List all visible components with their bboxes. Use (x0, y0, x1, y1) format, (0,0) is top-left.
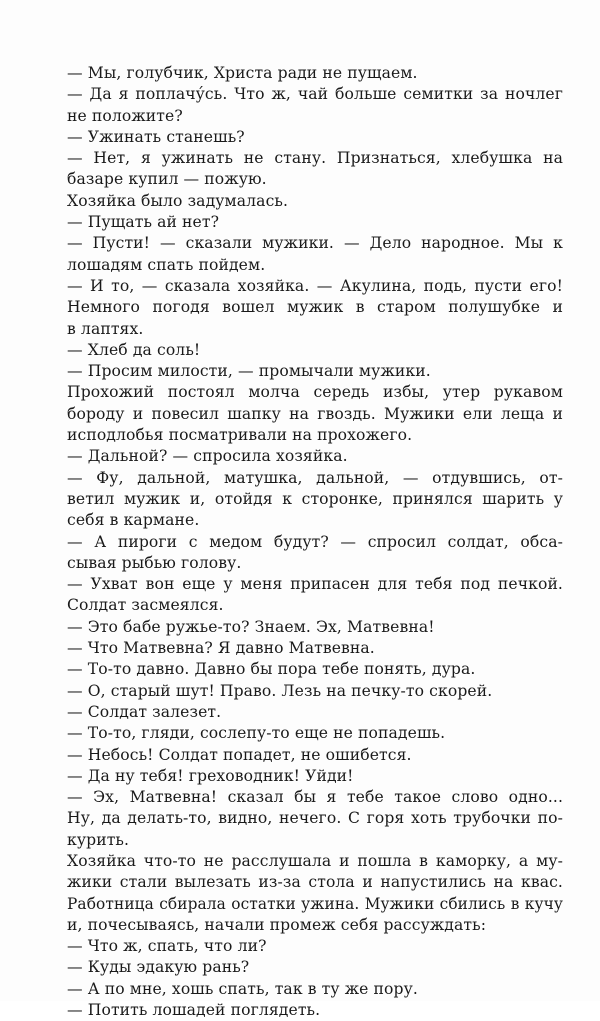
text-line: — То-то, гляди, сослепу-то еще не попадешь. (67, 724, 446, 743)
text-line: — А пироги с медом будут? — спросил солдат, обса- (67, 532, 563, 551)
text-line: Немного погодя вошел мужик в старом полушубке и (67, 298, 563, 317)
text-line: — Просим милости, — промычали мужики. (67, 362, 431, 381)
text-line: исподлобья посматривали на прохожего. (67, 426, 413, 445)
text-line: — Это бабе ружье-то? Знаем. Эх, Матвевна! (67, 617, 435, 636)
text-line: базаре купил — пожую. (67, 170, 267, 189)
text-line: лошадям спать пойдем. (67, 255, 266, 274)
text-line: не положите? (67, 106, 183, 125)
text-line: Прохожий постоял молча середь избы, утер рукавом (67, 383, 563, 402)
text-line: — Хлеб да соль! (67, 340, 201, 359)
text-line: — Да я поплачу́сь. Что ж, чай больше семитки за ночлег (67, 85, 563, 104)
text-line: — Нет, я ужинать не стану. Признаться, хлебушка на (67, 149, 563, 168)
text-line: — Пусти! — сказали мужики. — Дело народное. Мы к (67, 234, 563, 253)
text-line: — Дальной? — спросила хозяйка. (67, 447, 348, 466)
text-line: — О, старый шут! Право. Лезь на печку-то скорей. (67, 681, 493, 700)
text-line: жики стали вылезать из-за стола и напустились на квас. (67, 873, 563, 892)
text-line: Работница сбирала остатки ужина. Мужики сбились в кучу (67, 894, 563, 913)
text-line: — Да ну тебя! греховодник! Уйди! (67, 766, 354, 785)
page-text (67, 63, 563, 1021)
text-line: ветил мужик и, отойдя к сторонке, принялся шарить у (67, 489, 563, 508)
text-line: — Что ж, спать, что ли? (67, 937, 267, 956)
text-line: Хозяйка что-то не расслушала и пошла в каморку, а му- (67, 851, 563, 870)
text-line: — Эх, Матвевна! сказал бы я тебе такое слово одно... (67, 788, 563, 807)
text-line: и, почесываясь, начали промеж себя рассуждать: (67, 915, 487, 934)
text-line: бороду и повесил шапку на гвоздь. Мужики ели леща и (67, 404, 563, 423)
text-line: — Солдат залезет. (67, 702, 222, 721)
text-line: — Ухват вон еще у меня припасен для тебя под печкой. (67, 575, 563, 594)
text-line: — Пущать ай нет? (67, 213, 220, 232)
text-line: курить. (67, 830, 130, 849)
text-line: — Что Матвевна? Я давно Матвевна. (67, 639, 375, 658)
text-line: — А по мне, хошь спать, так в ту же пору. (67, 979, 418, 998)
text-line: — То-то давно. Давно бы пора тебе понять, дура. (67, 660, 476, 679)
text-line: себя в кармане. (67, 511, 200, 530)
text-line: в лаптях. (67, 319, 144, 338)
text-line: — Фу, дальной, матушка, дальной, — отдувшись, от- (67, 468, 563, 487)
text-line: сывая рыбью голову. (67, 553, 242, 572)
text-line: — Потить лошадей поглядеть. (67, 1001, 321, 1020)
text-line: — И то, — сказала хозяйка. — Акулина, подь, пусти его! (67, 276, 563, 295)
text-line: Солдат засмеялся. (67, 596, 224, 615)
text-line: — Мы, голубчик, Христа ради не пущаем. (67, 64, 418, 82)
text-line: — Куды эдакую рань? (67, 958, 250, 977)
text-line: — Небось! Солдат попадет, не ошибется. (67, 745, 412, 764)
text-line: Хозяйка было задумалась. (67, 191, 289, 210)
text-line: Ну, да делать-то, видно, нечего. С горя хоть трубочки по- (67, 809, 563, 828)
text-line: — Ужинать станешь? (67, 127, 245, 146)
